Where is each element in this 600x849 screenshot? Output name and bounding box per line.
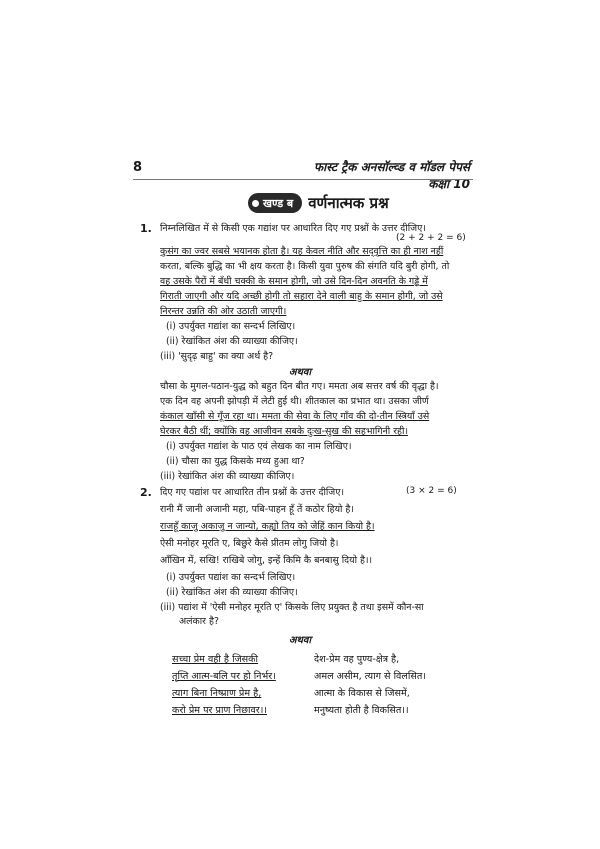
poem-line: देश-प्रेम वह पुण्य-क्षेत्र है, [314,654,400,665]
question-number: 1. [140,222,152,235]
sub-question: (i) उपर्युक्त पद्यांश का सन्दर्भ लिखिए। [166,572,296,583]
sub-question: (i) उपर्युक्त गद्यांश का सन्दर्भ लिखिए। [166,321,296,332]
or-label: अथवा [288,367,312,378]
poem-line: अमल असीम, त्याग से विलसित। [314,671,426,682]
passage-line: एक दिन वह अपनी झोपड़ी में लेटी हुई थी। शीतकाल का प्रभात था। उसका जीर्ण [160,396,429,407]
or-label: अथवा [288,635,312,646]
question-instruction: निम्नलिखित में से किसी एक गद्यांश पर आधारित दिए गए प्रश्नों के उत्तर दीजिए। [160,223,426,234]
passage-line: गिराती जाएगी और यदि अच्छी होगी तो सहारा देने वाली बाहु के समान होगी, जो उसे [160,291,443,302]
sub-question: अलंकार है? [179,616,219,627]
sub-question: (i) उपर्युक्त गद्यांश के पाठ एवं लेखक का नाम लिखिए। [166,441,352,452]
passage-line: वह उसके पैरों में बँधी चक्की के समान होगी, जो उसे दिन-दिन अवनति के गड्ढे में [160,276,428,287]
section-title: वर्णनात्मक प्रश्न [308,194,389,212]
poem-line: त्याग बिना निष्प्राण प्रेम है, [172,688,262,699]
passage-line: करता, बल्कि बुद्धि का भी क्षय करता है। किसी युवा पुरुष की संगति यदि बुरी होगी, तो [160,261,450,272]
poem-line: करो प्रेम पर प्राण निछावर।। [172,705,267,716]
question-marks: (2 + 2 + 2 = 6) [396,233,466,243]
sub-question: (iii) रेखांकित अंश की व्याख्या कीजिए। [160,471,295,482]
question-marks: (3 × 2 = 6) [406,486,457,496]
passage-line: कंकाल खाँसी से गूँज रहा था। ममता की सेवा के लिए गाँव की दो-तीन स्त्रियाँ उसे [160,411,430,422]
sub-question: (iii) 'सुदृढ़ बाहु' का क्या अर्थ है? [160,351,274,362]
question-instruction: दिए गए पद्यांश पर आधारित तीन प्रश्नों के उत्तर दीजिए। [160,487,344,498]
poem-line: आँखिन में, सखि! राखिबे जोगु, इन्हें किमि कै बनबासु दियो है।। [160,555,373,566]
page-number: 8 [133,160,143,175]
passage-line: चौसा के मुगल-पठान-युद्ध को बहुत दिन बीत गए। ममता अब सत्तर वर्ष की वृद्धा है। [160,381,439,392]
sub-question: (ii) रेखांकित अंश की व्याख्या कीजिए। [166,587,298,598]
running-header-title: फास्ट ट्रैक अनसॉल्व्ड व मॉडल पेपर्स कक्षा 10 [313,160,470,191]
passage-line: कुसंग का ज्वर सबसे भयानक होता है। यह केवल नीति और सद्‌वृत्ति का ही नाश नहीं [160,246,444,257]
passage-line: घेरकर बैठी थीं; क्योंकि वह आजीवन सबके दुःख-सुख की सहभागिनी रही। [160,426,409,437]
section-heading [248,192,389,214]
section-badge [248,193,302,213]
passage-line: निरन्तर उन्नति की ओर उठाती जाएगी। [160,306,287,317]
poem-line: मनुष्यता होती है विकसित।। [314,705,409,716]
poem-line: राजहूँ काजु अकाजु न जान्यो, कह्यो तिय को जेहिं कान कियो है। [160,521,375,532]
poem-line: ऐसी मनोहर मूरति ए, बिछुरे कैसे प्रीतम लोगु जियो है। [160,538,339,549]
poem-line: सच्चा प्रेम वही है जिसकी [172,654,259,665]
sub-question: (ii) चौसा का युद्ध किसके मध्य हुआ था? [166,456,305,467]
question-number: 2. [140,486,152,499]
poem-line: आत्मा के विकास से जिसमें, [314,688,410,699]
poem-line: तृप्ति आत्म-बलि पर हो निर्भर। [172,671,276,682]
sub-question: (iii) पद्यांश में 'ऐसी मनोहर मूरति ए' किसके लिए प्रयुक्त है तथा इसमें कौन-सा [160,602,424,613]
header-divider [133,179,473,180]
poem-line: रानी मैं जानी अजानी महा, पबि-पाहन हूँ तें कठोर हियो है। [160,504,354,515]
section-badge-label: खण्ड ब [263,196,294,210]
bullet-icon [252,200,259,207]
sub-question: (ii) रेखांकित अंश की व्याख्या कीजिए। [166,336,298,347]
